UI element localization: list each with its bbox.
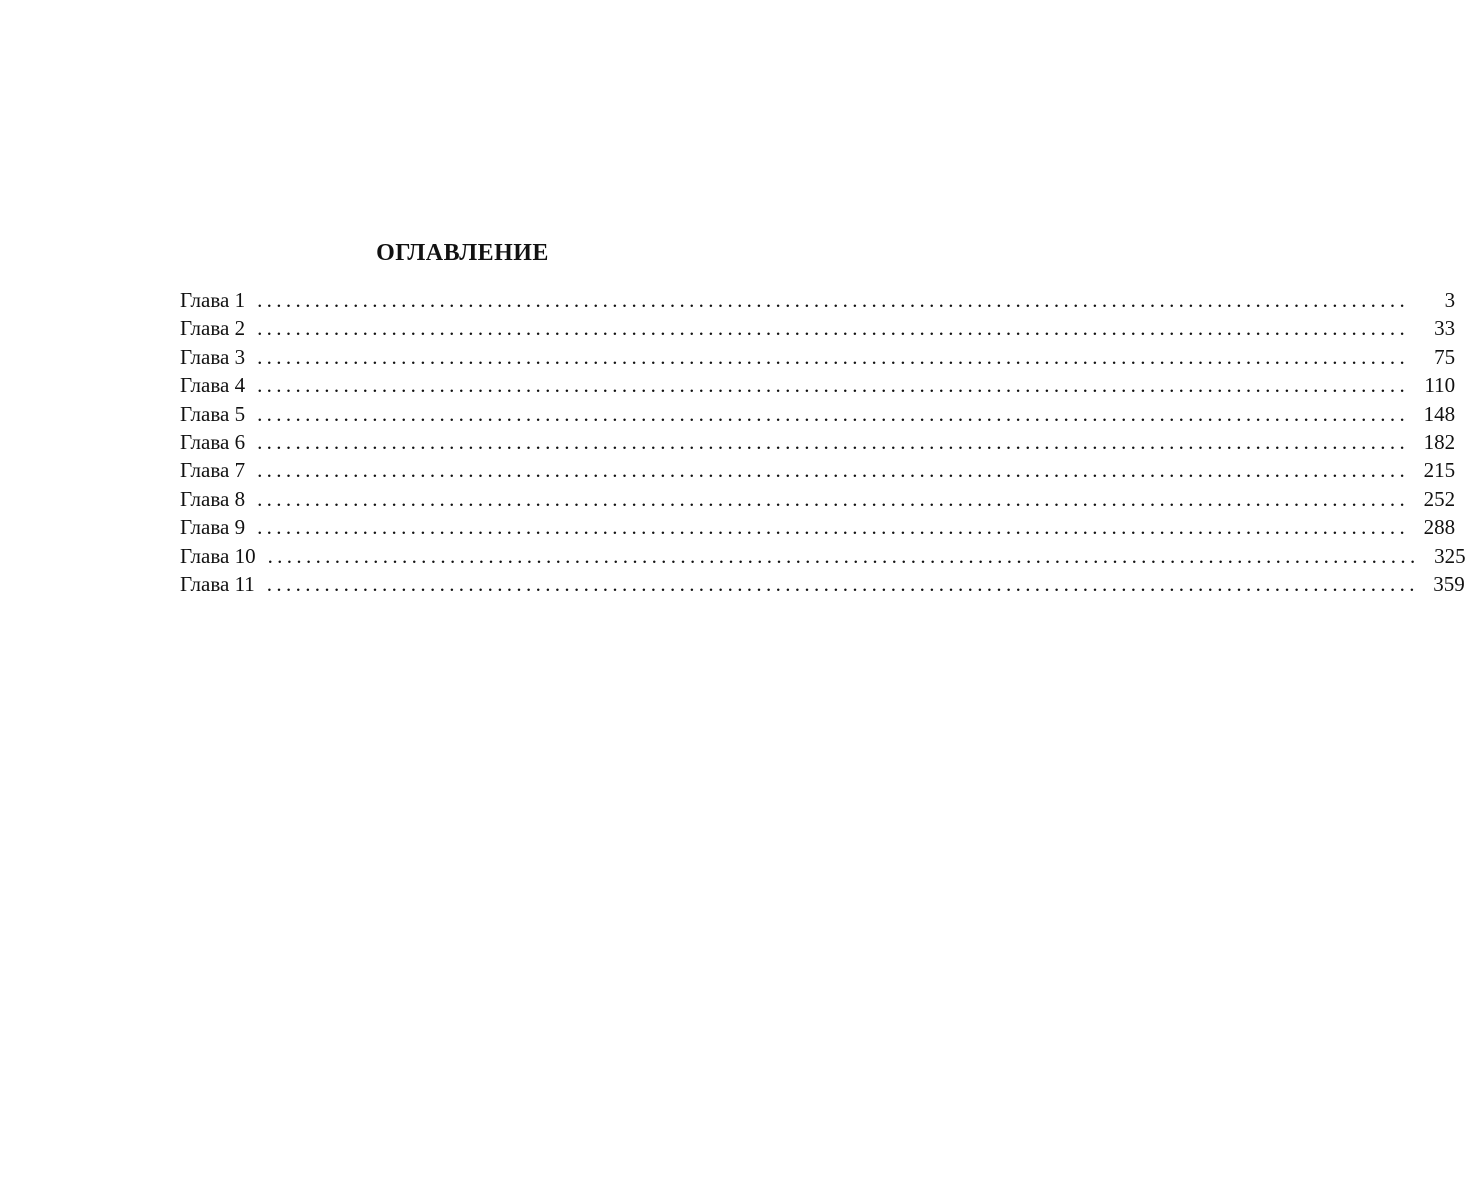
toc-entry-page: 148 — [1423, 401, 1456, 426]
toc-entry-11[interactable] — [180, 570, 1465, 598]
toc-entry-page: 252 — [1423, 486, 1456, 511]
dot-leader: ........................................................................................................................ — [257, 288, 1410, 312]
dot-leader: ........................................................................................................................ — [257, 429, 1410, 454]
toc-entry-page: 3 — [1444, 288, 1456, 312]
toc-entry-label: Глава 3 — [180, 344, 246, 369]
toc-entry-page: 110 — [1424, 373, 1456, 398]
dot-leader: ........................................................................................................................ — [257, 458, 1410, 483]
toc-entry-6[interactable] — [180, 428, 1456, 456]
toc-entry-page: 325 — [1434, 543, 1466, 568]
toc-entry-label: Глава 8 — [180, 486, 246, 511]
toc-entry-label: Глава 7 — [180, 458, 246, 483]
toc-entry-page: 75 — [1434, 344, 1456, 369]
toc-entry-label: Глава 1 — [180, 288, 246, 312]
toc-entry-page: 288 — [1423, 515, 1456, 540]
toc-entry-label: Глава 11 — [180, 571, 255, 596]
dot-leader: ........................................................................................................................ — [257, 316, 1410, 341]
toc-entry-1[interactable] — [180, 286, 1456, 314]
dot-leader: ........................................................................................................................ — [257, 486, 1410, 511]
toc-entry-page: 33 — [1434, 316, 1456, 341]
dot-leader: ........................................................................................................................ — [257, 401, 1410, 426]
toc-entry-3[interactable] — [180, 343, 1456, 371]
toc-entry-5[interactable] — [180, 400, 1456, 428]
toc-entry-9[interactable] — [180, 513, 1456, 541]
toc-entry-10[interactable] — [180, 542, 1466, 570]
toc-entry-label: Глава 5 — [180, 401, 246, 426]
toc-entry-page: 182 — [1423, 429, 1456, 454]
toc-entry-label: Глава 2 — [180, 316, 246, 341]
dot-leader: ........................................................................................................................ — [267, 543, 1420, 568]
toc-entry-7[interactable] — [180, 456, 1456, 484]
toc-entry-page: 215 — [1423, 458, 1456, 483]
dot-leader: ........................................................................................................................ — [257, 344, 1410, 369]
toc-entry-2[interactable] — [180, 314, 1456, 342]
toc-entry-label: Глава 4 — [180, 373, 246, 398]
toc-entry-label: Глава 6 — [180, 429, 246, 454]
toc-entry-label: Глава 10 — [180, 543, 256, 568]
dot-leader: ........................................................................................................................ — [266, 571, 1419, 596]
toc-entry-page: 359 — [1433, 571, 1465, 596]
toc-title: ОГЛАВЛЕНИЕ — [376, 240, 549, 266]
toc-list — [180, 286, 1466, 598]
toc-entry-label: Глава 9 — [180, 515, 246, 540]
toc-entry-4[interactable] — [180, 371, 1456, 399]
dot-leader: ........................................................................................................................ — [257, 515, 1410, 540]
dot-leader: ........................................................................................................................ — [257, 373, 1410, 398]
toc-entry-8[interactable] — [180, 485, 1456, 513]
